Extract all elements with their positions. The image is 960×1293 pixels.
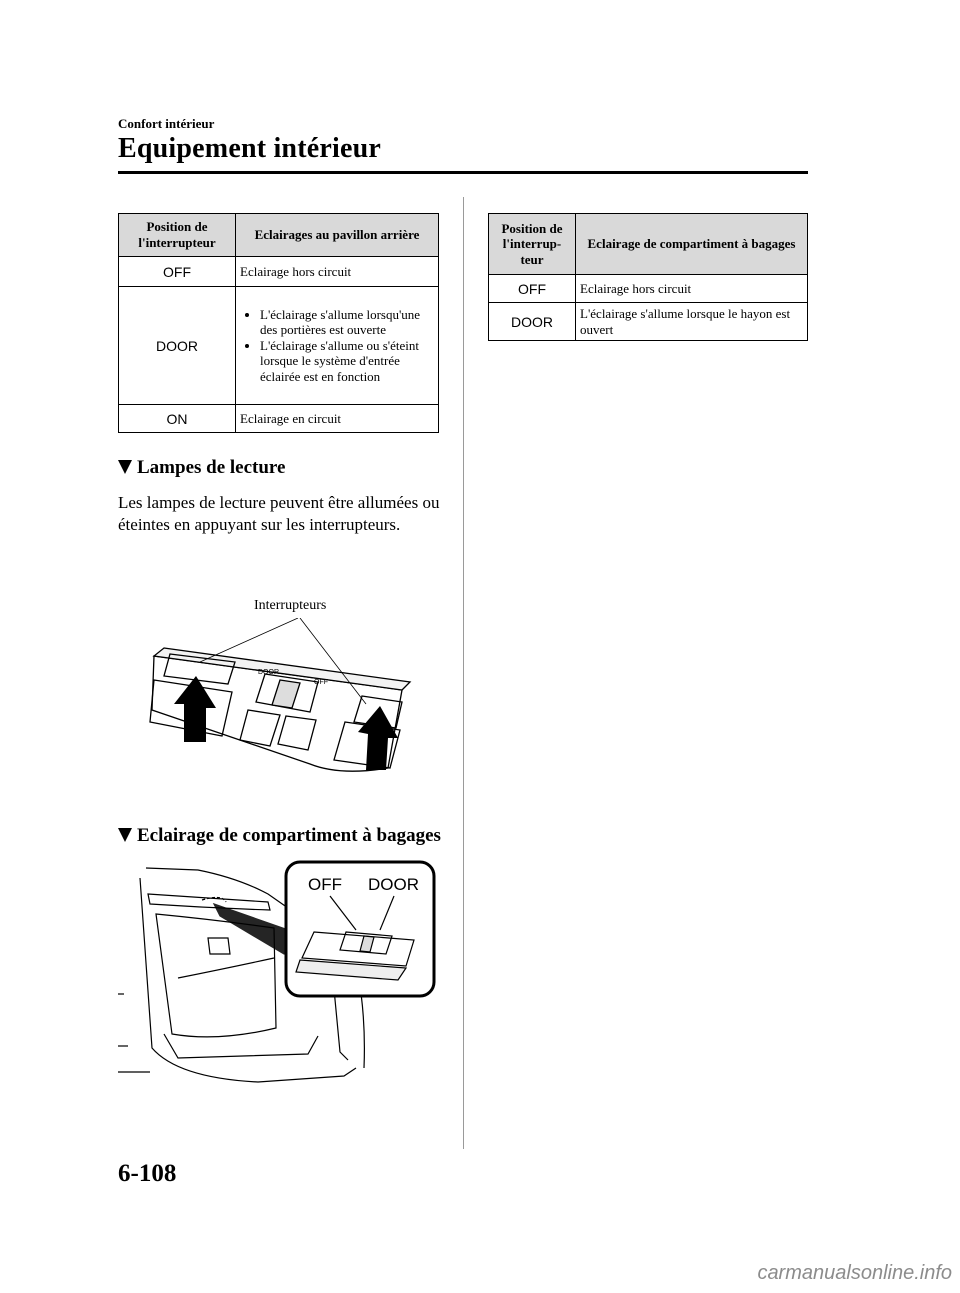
triangle-icon (118, 460, 132, 474)
position-door: DOOR (489, 303, 576, 341)
position-off: OFF (489, 275, 576, 303)
reading-lamps-text: Les lampes de lecture peuvent être allumées ou éteintes en appuyant sur les interrupteurs. (118, 493, 440, 534)
triangle-icon (118, 828, 132, 842)
table-row (489, 303, 808, 341)
figure-label-switches: Interrupteurs (254, 598, 327, 613)
table-header-function: Eclairage de compartiment à bagages (576, 214, 808, 275)
watermark[interactable]: carmanualsonline.info (757, 1262, 952, 1284)
cargo-lighting-heading: Eclairage de compartiment à bagages (118, 825, 441, 847)
table-header-position: Position de l'interrup- teur (489, 214, 576, 275)
description: Eclairage en circuit (236, 405, 439, 433)
description: L'éclairage s'allume lorsque le hayon est ouvert (576, 303, 808, 341)
cargo-label-door: DOOR (368, 875, 419, 894)
cargo-light-table (488, 213, 808, 341)
column-divider (463, 197, 464, 1149)
header-rule (118, 171, 808, 174)
table-header-position: Position de l'interrupteur (119, 214, 236, 257)
cargo-label-off: OFF (308, 875, 342, 894)
description (236, 287, 439, 405)
bullet-item: • L'éclairage s'allume ou s'éteint lorsque le système d'entrée éclairée est en fonction (260, 338, 434, 385)
page-number: 6-108 (118, 1160, 177, 1187)
table-row (119, 257, 439, 287)
position-on: ON (119, 405, 236, 433)
description: Eclairage hors circuit (576, 275, 808, 303)
table-row (119, 405, 439, 433)
chapter-title: Equipement intérieur (118, 133, 381, 164)
reading-lamp-illustration (140, 618, 420, 788)
position-door: DOOR (119, 287, 236, 405)
section-label: Confort intérieur (118, 116, 215, 131)
switch-label-off: OFF (314, 679, 328, 686)
cargo-lamp-illustration (118, 858, 440, 1096)
position-off: OFF (119, 257, 236, 287)
table-row (489, 275, 808, 303)
reading-lamps-heading: Lampes de lecture (118, 457, 285, 479)
switch-label-door: DOOR (258, 669, 279, 676)
bullet-item: • L'éclairage s'allume lorsqu'une des portières est ouverte (260, 307, 434, 338)
rear-lights-table (118, 213, 439, 433)
table-row (119, 287, 439, 405)
description: Eclairage hors circuit (236, 257, 439, 287)
table-header-function: Eclairages au pavillon arrière (236, 214, 439, 257)
